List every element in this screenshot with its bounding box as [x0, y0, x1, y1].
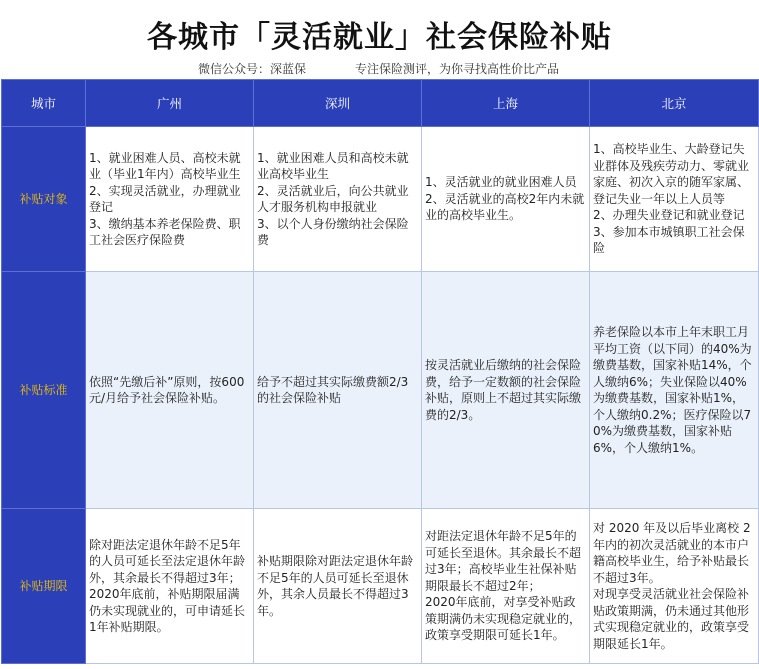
subsidy-table	[1, 79, 759, 664]
header-city: 城市	[2, 80, 86, 127]
cell-shanghai-target: 1、灵活就业的就业困难人员 2、灵活就业的高校2年内未就业的高校毕业生。	[422, 127, 590, 272]
tagline: 专注保险测评，为你寻找高性价比产品	[355, 62, 560, 76]
table-row	[2, 272, 759, 509]
cell-beijing-period: 对 2020 年及以后毕业离校 2年内的初次灵活就业的本市户籍高校毕业生，给予补贴最长不超过3年。 对现享受灵活就业社会保险补贴政策期满，仍未通过其他形式实现稳定就业的，政策享受期限延长1年。	[590, 509, 759, 664]
cell-guangzhou-period: 除对距法定退休年龄不足5年的人员可延长至法定退休年龄外，其余最长不得超过3年； 2020年底前，补贴期限届满仍未实现就业的，可申请延长1年补贴期限。	[86, 509, 254, 664]
cell-beijing-standard: 养老保险以本市上年末职工月平均工资（以下同）的40%为缴费基数，国家补贴14%，个人缴纳6%；失业保险以40%为缴费基数，国家补贴1%，个人缴纳0.2%；医疗保险以70%为缴费基数，国家补贴6%，个人缴纳1%。	[590, 272, 759, 509]
header-guangzhou: 广州	[86, 80, 254, 127]
header-shenzhen: 深圳	[254, 80, 422, 127]
header-row	[2, 80, 759, 127]
table-row	[2, 127, 759, 272]
cell-shenzhen-period: 补贴期限除对距法定退休年龄不足5年的人员可延长至退休外，其余人员最长不得超过3年。	[254, 509, 422, 664]
cell-shenzhen-target: 1、就业困难人员和高校未就业高校毕业生 2、灵活就业后，向公共就业人才服务机构申报就业 3、以个人身份缴纳社会保险费	[254, 127, 422, 272]
header-beijing: 北京	[590, 80, 759, 127]
cell-beijing-target: 1、高校毕业生、大龄登记失业群体及残疾劳动力、零就业家庭、初次入京的随军家属、登记失业一年以上人员等 2、办理失业登记和就业登记 3、参加本市城镇职工社会保险	[590, 127, 759, 272]
header-shanghai: 上海	[422, 80, 590, 127]
row-label-target: 补贴对象	[2, 127, 86, 272]
cell-shanghai-period: 对距法定退休年龄不足5年的可延长至退休。其余最长不超过3年；高校毕业生社保补贴期限最长不超过2年； 2020年底前，对享受补贴政策期满仍未实现稳定就业的，政策享受期限可延长1年。	[422, 509, 590, 664]
table-row	[2, 509, 759, 664]
source-account: 微信公众号：深蓝保	[198, 62, 307, 76]
page-title: 各城市「灵活就业」社会保险补贴	[147, 20, 612, 55]
cell-guangzhou-target: 1、就业困难人员、高校未就业（毕业1年内）高校毕业生 2、实现灵活就业，办理就业登记 3、缴纳基本养老保险费、职工社会医疗保险费	[86, 127, 254, 272]
row-label-period: 补贴期限	[2, 509, 86, 664]
cell-shenzhen-standard: 给予不超过其实际缴费额2/3的社会保险补贴	[254, 272, 422, 509]
cell-shanghai-standard: 按灵活就业后缴纳的社会保险费，给予一定数额的社会保险补贴，原则上不超过其实际缴费的2/3。	[422, 272, 590, 509]
row-label-standard: 补贴标准	[2, 272, 86, 509]
cell-guangzhou-standard: 依照“先缴后补”原则，按600元/月给予社会保险补贴。	[86, 272, 254, 509]
